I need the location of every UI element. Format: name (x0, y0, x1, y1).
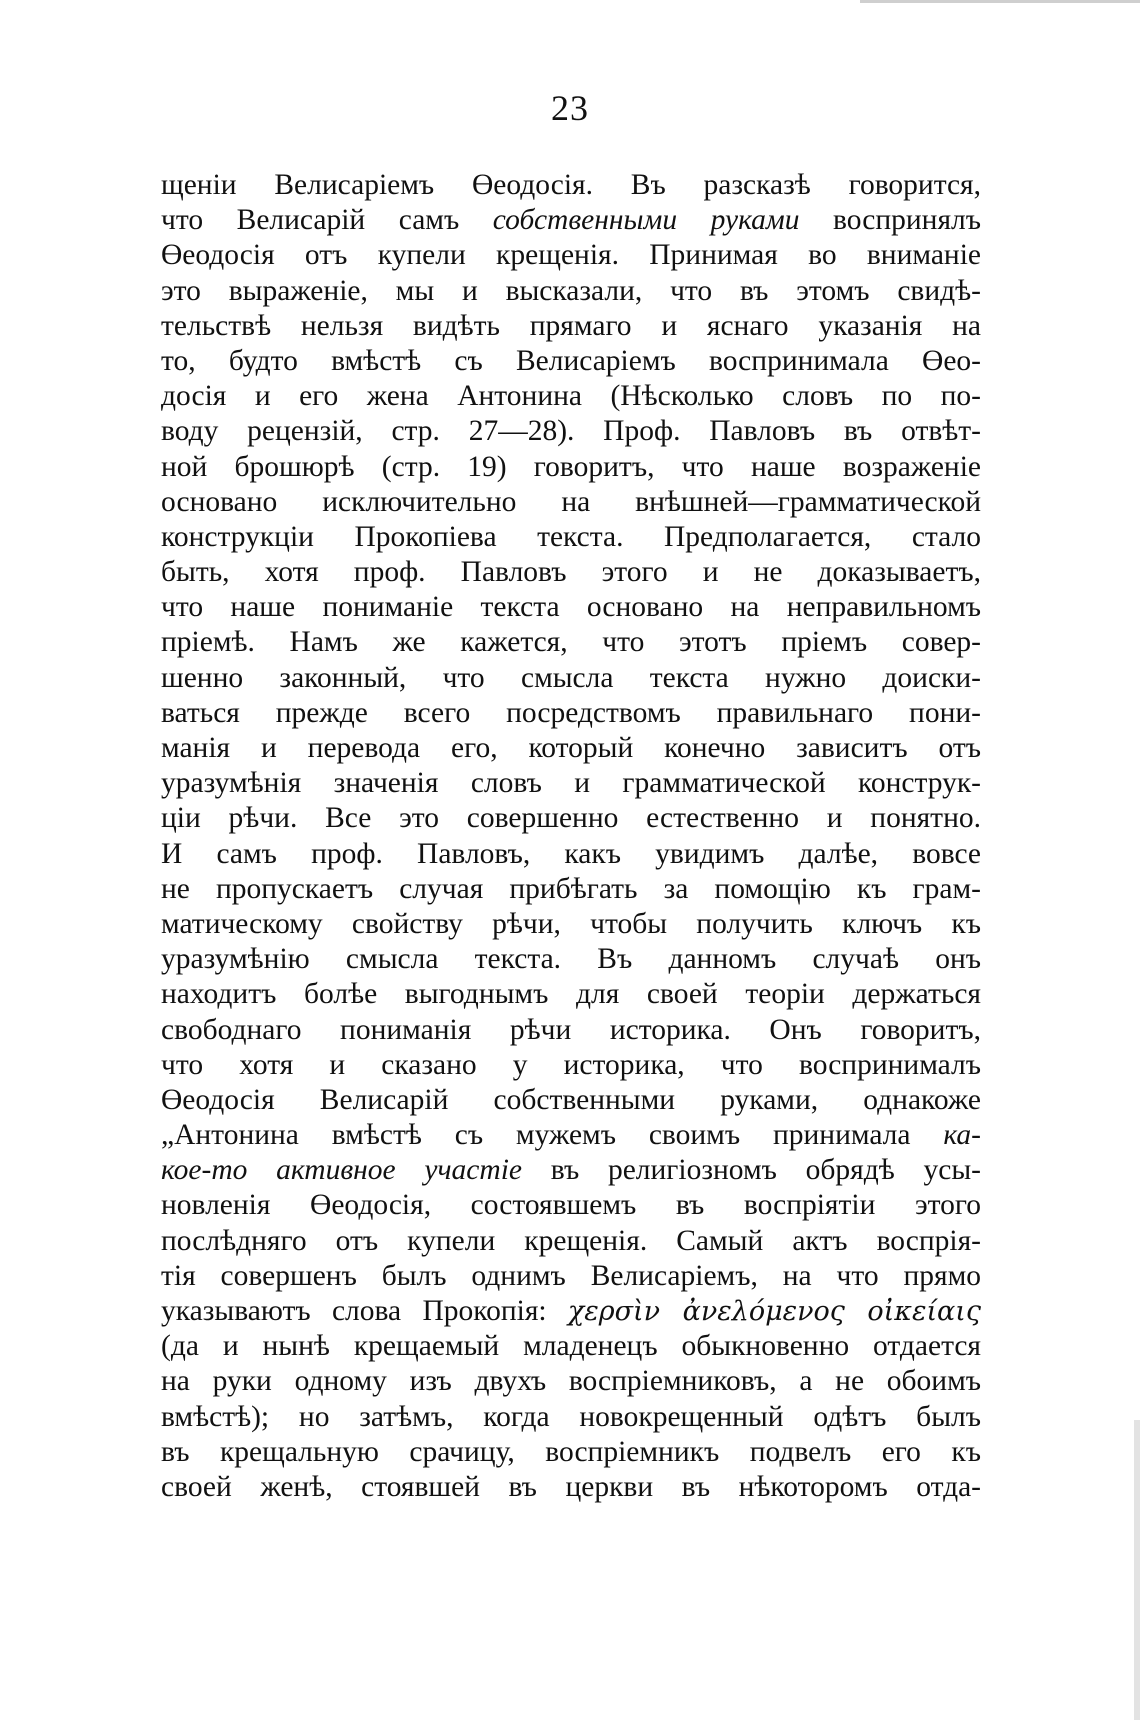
text-line (161, 731, 981, 766)
line-text: воду рецензій, стр. 27—28). Проф. Павловъ въ отвѣт- (161, 415, 981, 448)
line-text: ной брошюрѣ (стр. 19) говоритъ, что наше возраженіе (161, 450, 981, 483)
line-text: основано исключительно на внѣшней—грамматической (161, 485, 981, 518)
text-line (161, 696, 981, 731)
text-line (161, 872, 981, 907)
italic-text: кое-то активное участіе (161, 1154, 522, 1187)
line-content (161, 1049, 981, 1081)
line-text: быть, хотя проф. Павловъ этого и не доказываетъ, (161, 556, 981, 589)
text-line (161, 1435, 981, 1470)
line-content (161, 873, 981, 905)
line-content (161, 732, 981, 764)
line-text: конструкціи Прокопіева текста. Предполагается, стало (161, 520, 981, 553)
line-content (161, 275, 981, 307)
line-content (161, 767, 981, 799)
line-text: что наше пониманіе текста основано на неправильномъ (161, 591, 981, 624)
line-content (161, 591, 981, 623)
line-text: Өеодосія отъ купели крещенія. Принимая во вниманіе (161, 239, 981, 272)
text-line (161, 977, 981, 1012)
text-line (161, 344, 981, 379)
line-text: шенно законный, что смысла текста нужно доиски- (161, 661, 981, 694)
line-content (161, 1260, 981, 1292)
line-content (161, 1154, 981, 1186)
line-content (161, 380, 981, 412)
line-content (161, 1225, 981, 1257)
text-line (161, 309, 981, 344)
line-content (161, 1365, 981, 1397)
line-content (161, 345, 981, 377)
text-line (161, 1294, 981, 1329)
line-text: „Антонина вмѣстѣ съ мужемъ своимъ принимала (161, 1119, 944, 1152)
line-content (161, 486, 981, 518)
line-text: (да и нынѣ крещаемый младенецъ обыкновенно отдается (161, 1330, 981, 1363)
line-text: тія совершенъ былъ однимъ Велисаріемъ, на что прямо (161, 1259, 981, 1292)
text-line (161, 837, 981, 872)
line-content (161, 1189, 981, 1221)
line-text: это выраженіе, мы и высказали, что въ этомъ свидѣ- (161, 274, 981, 307)
line-content (161, 239, 981, 271)
line-content (161, 697, 981, 729)
text-line (161, 801, 981, 836)
line-content (161, 1471, 981, 1503)
text-line (161, 942, 981, 977)
text-line (161, 1083, 981, 1118)
line-text: на руки одному изъ двухъ воспріемниковъ, а не обоимъ (161, 1365, 981, 1398)
line-content (161, 662, 981, 694)
text-line (161, 520, 981, 555)
text-line (161, 555, 981, 590)
line-text: тельствѣ нельзя видѣть прямаго и яснаго указанія на (161, 309, 981, 342)
line-text: Өеодосія Велисарій собственными руками, однакоже (161, 1083, 981, 1116)
line-text: что Велисарій самъ (161, 204, 493, 237)
text-line (161, 168, 981, 203)
text-line (161, 1118, 981, 1153)
scan-edge-top (860, 0, 1140, 3)
line-content (161, 1436, 981, 1468)
line-text: въ крещальную срачицу, воспріемникъ подвелъ его къ (161, 1435, 981, 1468)
text-line (161, 238, 981, 273)
line-text: то, будто вмѣстѣ съ Велисаріемъ воспринимала Өео- (161, 344, 981, 377)
text-line (161, 766, 981, 801)
line-content (161, 1330, 981, 1362)
line-content (161, 626, 981, 658)
line-content (161, 521, 981, 553)
text-line (161, 1153, 981, 1188)
line-content (161, 943, 981, 975)
line-content (161, 415, 981, 447)
body-text (161, 168, 981, 1505)
line-content (161, 908, 981, 940)
text-line (161, 1224, 981, 1259)
line-content (161, 1119, 981, 1151)
greek-quote: χερσὶν ἀνελόμενος οἰκείαις (567, 1296, 981, 1327)
text-line (161, 414, 981, 449)
line-content (161, 838, 981, 870)
line-content (161, 556, 981, 588)
line-text: матическому свойству рѣчи, чтобы получить ключъ къ (161, 907, 981, 940)
text-line (161, 907, 981, 942)
line-content (161, 310, 981, 342)
line-content (161, 978, 981, 1010)
line-text: своей женѣ, стоявшей въ церкви въ нѣкоторомъ отда- (161, 1470, 981, 1503)
line-content (161, 1084, 981, 1116)
text-line (161, 1188, 981, 1223)
line-text: И самъ проф. Павловъ, какъ увидимъ далѣе, вовсе (161, 837, 981, 870)
line-text: ваться прежде всего посредствомъ правильнаго пони- (161, 696, 981, 729)
text-line (161, 485, 981, 520)
page-number: 23 (551, 88, 589, 128)
italic-text: ка- (943, 1119, 981, 1152)
text-line (161, 1329, 981, 1364)
text-line (161, 450, 981, 485)
text-line (161, 274, 981, 309)
line-text: ціи рѣчи. Все это совершенно естественно и понятно. (161, 802, 981, 835)
line-content (161, 451, 981, 483)
line-content (161, 1295, 981, 1327)
text-line (161, 1364, 981, 1399)
line-content (161, 1401, 981, 1433)
text-line (161, 379, 981, 414)
text-line (161, 1013, 981, 1048)
line-text: вмѣстѣ); но затѣмъ, когда новокрещенный одѣтъ былъ (161, 1400, 981, 1433)
line-text: не пропускаетъ случая прибѣгать за помощію къ грам- (161, 872, 981, 905)
text-line (161, 590, 981, 625)
text-line (161, 1259, 981, 1294)
line-text: послѣдняго отъ купели крещенія. Самый актъ воспрія- (161, 1224, 981, 1257)
line-text: досія и его жена Антонина (Нѣсколько словъ по по- (161, 380, 981, 413)
line-text: уразумѣнія значенія словъ и грамматической конструк- (161, 767, 981, 800)
line-text: пріемѣ. Намъ же кажется, что этотъ пріемъ совер- (161, 626, 981, 659)
text-line (161, 203, 981, 238)
line-text: воспринялъ (799, 204, 981, 237)
scan-edge-right (1134, 1420, 1140, 1720)
line-text: въ религіозномъ обрядѣ усы- (522, 1154, 981, 1187)
line-content (161, 1014, 981, 1046)
text-line (161, 625, 981, 660)
line-content (161, 169, 981, 201)
line-text: уразумѣнію смысла текста. Въ данномъ случаѣ онъ (161, 943, 981, 976)
text-line (161, 1400, 981, 1435)
line-text: манія и перевода его, который конечно зависитъ отъ (161, 732, 981, 764)
line-text: новленія Өеодосія, состоявшемъ въ воспріятіи этого (161, 1189, 981, 1222)
text-line (161, 1470, 981, 1505)
line-text: указываютъ слова Прокопія: (161, 1295, 568, 1327)
text-line (161, 661, 981, 696)
line-content (161, 802, 981, 834)
italic-text: собственными руками (492, 204, 800, 237)
line-text: свободнаго пониманія рѣчи историка. Онъ говоритъ, (161, 1013, 981, 1046)
line-text: что хотя и сказано у историка, что воспринималъ (161, 1048, 981, 1081)
text-line (161, 1048, 981, 1083)
line-content (161, 204, 981, 236)
line-text: щеніи Велисаріемъ Өеодосія. Въ разсказѣ говорится, (161, 169, 981, 201)
line-text: находитъ болѣе выгоднымъ для своей теоріи держаться (161, 978, 981, 1011)
